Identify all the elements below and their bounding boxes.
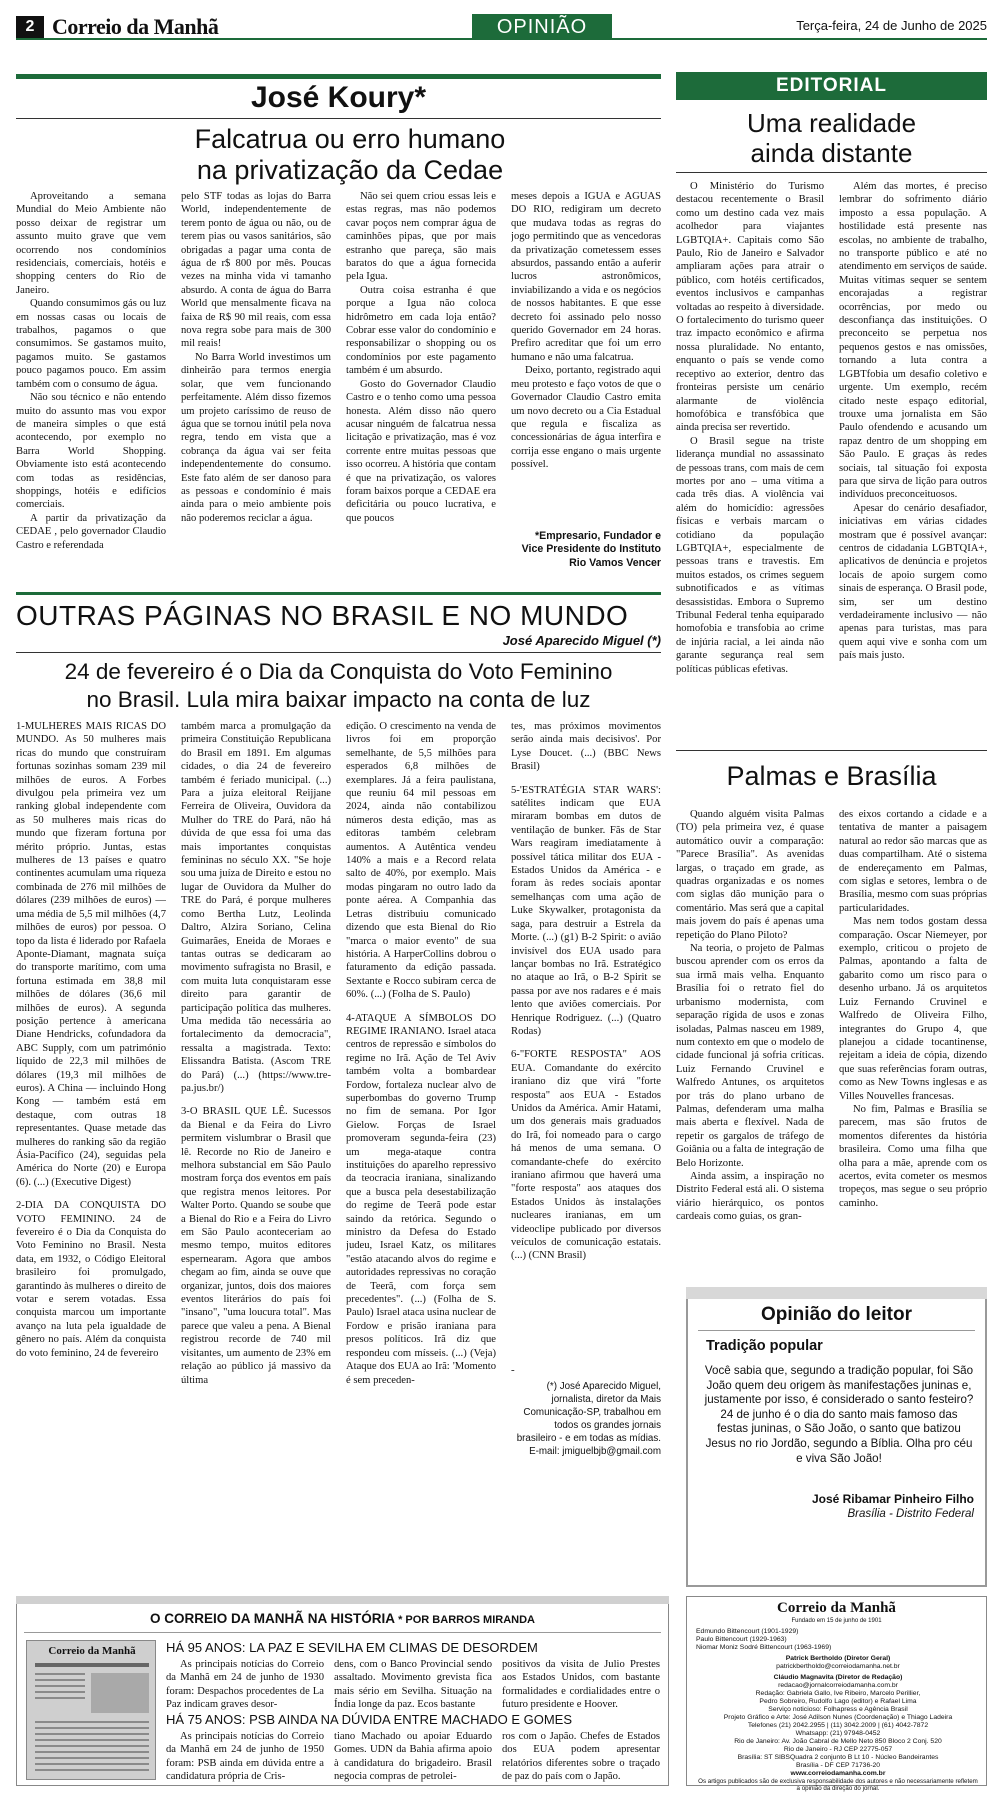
editorial-paragraph: O Brasil segue na triste liderança mundial no assassinato de pessoas trans, com mais de cem mortes por ano – uma vítima a cada três dias. A violência vai além do homicídio: agressões físicas e verbais marcam o cotidiano da população LGBTQIA+, especialmente de pessoas trans e travestis. Em muitos estados, os crimes seguem subnotificados e as vítimas desassistidas. Embora o Supremo Tribunal Federal tenha equiparado homofobia e transfobia ao crime de injúria racial, a lei ainda não garante segurança real sem políticas públicas efetivas. — [676, 435, 824, 675]
palmas-paragraph: Ainda assim, a inspiração no Distrito Federal está ali. O sistema viário hierárquico, os pontos cardeais como guias, os gran- — [676, 1170, 824, 1223]
historia-text: positivos da visita de Julio Prestes aos Estados Unidos, com bastante formalidades e cordialidades entre o futuro presidente e Hoover. — [502, 1659, 660, 1710]
palmas-headline: Palmas e Brasília — [726, 761, 937, 791]
historia-title-main: O CORREIO DA MANHÃ NA HISTÓRIA — [150, 1611, 396, 1626]
palmas-top-rule — [676, 750, 987, 751]
historic-image-text-line — [35, 1769, 149, 1771]
expediente-disclaimer — [696, 1778, 980, 1792]
outras-item: tes, mas próximos movimentos serão ainda mais decisivos'. Por Lyse Doucet. (...) (BBC News Brasil) — [511, 721, 661, 773]
expediente-director: Patrick Bertholdo (Diretor Geral) — [785, 1655, 891, 1662]
historia-divider — [24, 1632, 661, 1633]
koury-top-rule — [16, 74, 661, 79]
expediente-editor-email[interactable]: redacao@jornalcorreiodamanha.com.br — [778, 1682, 898, 1689]
outras-item: 4-ATAQUE A SÍMBOLOS DO REGIME IRANIANO. Israel ataca centros de repressão e símbolos do regime no Irã. Ação de Tel Aviv também volta a bombardear Fordow, fortaleza nuclear alvo de superbombas do governo Trump no fim de semana. Por Igor Gielow. Forças de Israel promoveram segunda-feira (23) um mega-ataque contra instituições do aparelho repressivo da teocracia iraniana, sinalizando que a busca pela desestabilização do regime de Teerã pode estar saindo da retórica. Segundo o ministro da Defesa do Estado judeu, Israel Katz, os militares "estão atacando alvos do regime e autoridades repressivas no coração de Teerã, com força sem precedentes". (...) (Folha de S. Paulo) Israel ataca usina nuclear de Fordow e prisão iraniana para presos políticos. Irã diz que respondeu com mísseis. (...) (Veja) Ataque dos EUA ao Irã: 'Momento é sem preceden- — [346, 1012, 496, 1386]
historic-image-text-line — [35, 1679, 85, 1681]
palmas-paragraph: Na teoria, o projeto de Palmas buscou aprender com os erros da sua irmã mais velha. Enquanto Brasília foi o retrato fiel do urbanismo modernista, com separação rígida de usos e zonas isoladas, Palmas nasceu em 1989, num contexto em que o modelo de cidade funcional já sofria críticas. Luiz Fernando Cruvinel e Walfredo Antunes, os arquitetos por trás do plano urbano de Palmas, defenderam uma malha mais aberta e flexível. Nada de repetir os gargalos de tráfego de Goiânia ou a falta de integração de Belo Horizonte. — [676, 943, 824, 1169]
expediente-line: Whatsapp: (21) 97948-0452 — [795, 1730, 881, 1737]
outras-item: 3-O BRASIL QUE LÊ. Sucessos da Bienal e da Feira do Livro permitem vislumbrar o Brasil que lê. Recorde no Rio de Janeiro e melhora substancial em São Paulo mostram força dos eventos em país que registra menos leitores. Por Walter Porto. Quando se soube que a Bienal do Rio e a Feira do Livro em São Paulo aconteceriam ao mesmo tempo, muitos editores espernearam. Agora que ambos chegam ao fim, ainda se ouve que organizar, juntos, dois dos maiores eventos literários do país foi "insano", "uma loucura total". Mas parece que valeu a pena. A Bienal registrou recorde de 740 mil visitantes, um aumento de 23% em relação ao público já massivo da última — [181, 1106, 331, 1386]
outras-column-1 — [16, 720, 166, 1590]
page-header — [16, 14, 987, 40]
expediente-line: Brasília: ST SIBSQuadra 2 conjunto B Lt 10 - Núcleo Bandeirantes — [737, 1754, 939, 1761]
koury-headline — [70, 124, 630, 186]
koury-headline-line-2: na privatização da Cedae — [196, 155, 504, 185]
koury-paragraph: pelo STF todas as lojas do Barra World, independentemente de terem ponto de água ou não, ou de terem pias ou vasos sanitários, são obrigadas a pagar uma conta de água de r$ 800 por mês. Poucas vezes na minha vida vi tamanho absurdo. A conta de água do Barra World que mensalmente ficava na faixa de R$ 90 mil reais, com essa nova regra sobe para mais de 300 mil reais! — [181, 191, 331, 350]
palmas-column-1 — [676, 808, 824, 1278]
outras-author-note: (*) José Aparecido Miguel, jornalista, diretor da Mais Comunicação-SP, trabalhou em todos os grandes jornais brasileiro - e em todas as mídias. E-mail: jmiguelbjb@gmail.com — [516, 1381, 661, 1457]
koury-signature: *Empresario, Fundador e Vice Presidente do Instituto Rio Vamos Vencer — [521, 530, 661, 569]
koury-paragraph: Não sei quem criou essas leis e estas regras, mas não podemos cavar poços nem comprar água de caminhões pipas, que por mais estranho que pareça, são mais baratos do que a água fornecida pela Igua. — [346, 191, 496, 283]
outras-item: também marca a promulgação da primeira Constituição Republicana do Brasil em 1891. Em algumas cidades, o dia 24 de fevereiro também é feriado municipal. (...) Para a juíza eleitoral Reijjane Ferreira de Oliveira, Ouvidora da Mulher do TRE do Pará, não há dúvida de que essa foi uma das mais importantes conquistas femininas no século XX. "Se hoje sou uma juíza de Direito e estou no lugar de Ouvidora da Mulher do TRE do Pará, é porque mulheres como Bertha Lutz, Leolinda Daltro, Alzira Soriano, Celina Guimarães, Eneida de Moraes e tantas outras se dedicaram ao movimento sufragista no Brasil, e com muita luta conquistaram esse direito para garantir de participação política das mulheres. Uma medida tão necessária ao fortalecimento da democracia", ressalta a magistrada. Texto: Elissandra Batista. (Ascom TRE do Pará) (...) (https://www.tre-pa.jus.br/) — [181, 721, 331, 1094]
koury-paragraph: Aproveitando a semana Mundial do Meio Ambiente não posso deixar de registrar um assunto muito grave que vem ocorrendo nos condomínios residenciais, comerciais, hotéis e shopping centers do Rio de Janeiro. — [16, 191, 166, 296]
koury-column-3 — [346, 190, 496, 580]
historic-image-text-line — [35, 1757, 149, 1759]
historic-image-text-line — [35, 1733, 149, 1735]
koury-paragraph: Outra coisa estranha é que porque a Igua não coloca hidrômetro em cada loja então? Cobrar esse valor do condomínio e responsabilizar o shopping ou os condomínios por este pagamento também é um absurdo. — [346, 284, 496, 377]
expediente-founder: Paulo Bittencourt (1929-1963) — [696, 1636, 787, 1643]
leitor-subtitle: Tradição popular — [706, 1338, 823, 1354]
expediente-website-link[interactable]: www.correiodamanha.com.br — [790, 1770, 886, 1777]
editorial-column-1 — [676, 180, 824, 740]
leitor-signature-place: Brasília - Distrito Federal — [847, 1508, 974, 1520]
koury-paragraph: Gosto do Governador Claudio Castro e o tenho como uma pessoa honesta. Além disso não quero acusar ninguém de falcatrua nessa licitação e privatização, mas é voz corrente entre muitas pessoas que isso ocorreu. A história que contam é que na privatização, os valores foram baixos porque a CEDAE era deficitária ou pouco lucrativa, e que poucos — [346, 378, 496, 524]
expediente-disclaimer-line: e não necessariamente refletem a opinião da direção do jornal. — [796, 1778, 978, 1792]
outras-item: 2-DIA DA CONQUISTA DO VOTO FEMININO. 24 de fevereiro é o Dia da Conquista do Voto Feminino no Brasil. Nesta data, em 1932, o Código Eleitoral brasileiro foi promulgado, garantindo às mulheres o direito de votar e serem votadas. Essa conquista marcou um importante avanço na luta pela igualdade de gênero no país. Além da conquista do voto feminino, 24 de fevereiro — [16, 1200, 166, 1359]
outras-headline — [16, 658, 661, 714]
koury-column-4 — [511, 190, 661, 520]
historia-box-shade — [16, 1596, 669, 1604]
outras-section-title: OUTRAS PÁGINAS NO BRASIL E NO MUNDO — [16, 600, 629, 631]
expediente-editor: Cláudio Magnavita (Diretor de Redação) — [773, 1674, 903, 1681]
historia-item-2-col-1 — [166, 1730, 324, 1782]
koury-author: José Koury* — [250, 81, 427, 114]
masthead-logo: Correio da Manhã — [52, 14, 219, 39]
palmas-column-2 — [839, 808, 987, 1278]
editorial-headline — [676, 108, 987, 168]
expediente-line: Rio de Janeiro: Av. João Cabral de Mello Neto 850 Bloco 2 Conj. 520 — [734, 1738, 942, 1745]
outras-top-rule — [16, 592, 661, 595]
expediente-director-email[interactable]: patrickbertholdo@correiodamanha.net.br — [776, 1663, 900, 1670]
historic-image-photo — [91, 1673, 149, 1713]
koury-paragraph: Não sou técnico e não entendo muito do assunto mas vou expor de maneira simples o que está acontecendo, por exemplo no Barra World Shopping. Obviamente isto está acontecendo com todas as residências, shoppings, hotéis e edifícios comerciais. — [16, 392, 166, 511]
outras-column-2 — [181, 720, 331, 1590]
palmas-paragraph: Mas nem todos gostam dessa comparação. Oscar Niemeyer, por exemplo, criticou o projeto de Palmas, apontando a falta de gabarito como um risco para o desenho urbano. Já os arquitetos Luiz Fernando Cruvinel e Walfredo de Oliveira Filho, integrantes do Grupo 4, que planejou a cidade tocantinense, rejeitam a ideia de cópia, dizendo que suas referências foram outras, como as New Towns inglesas e as Villes Nouvelles francesas. — [839, 916, 987, 1102]
koury-paragraph: No Barra World investimos um dinheirão para termos energia solar, que vem funcionando perfeitamente. Além disso fizemos um projeto caríssimo de reuso de água que se tornou inútil pela nova regra, tendo em vista que a cobrança da água vai ser feita independentemente do consumo. Este fato além de ser danoso para as pessoas e condomínio é mais ainda para o meio ambiente pois não poderemos reciclar a água. — [181, 351, 331, 524]
historic-image-text-line — [35, 1763, 149, 1765]
outras-item: edição. O crescimento na venda de livros foi em proporção semelhante, de 5,5 milhões para esperados 6,8 milhões de exemplares. Já a feira paulistana, que reuniu 64 mil pessoas em 2024, ainda não contabilizou números desta edição, mas as editoras também celebram aumentos. A Autêntica vendeu 140% a mais e a Record relata salto de 40%, por exemplo. Mais modas pingaram no outro lado da ponte aérea. A Companhia das Letras distribuiu comunicado dizendo que esta Bienal do Rio "marca o maior evento" de sua história. A HarperCollins dobrou o faturamento da edição passada. Sextante e Rocco subiram cerca de 60%. (...) (Folha de S. Paulo) — [346, 721, 496, 1001]
editorial-paragraph: Além das mortes, é preciso lembrar do sofrimento diário imposto a essa população. A hostilidade está presente nas escolas, no ambiente de trabalho, no transporte público e até no atendimento em serviços de saúde. Muitas vítimas sequer se sentem encorajadas a registrar ocorrências, por medo ou desconfiança das instituições. O preconceito se perpetua nos pequenos gestos e nas omissões, tornando a luta contra a LGBTfobia um desafio coletivo e urgente. Um exemplo, recém citado neste espaço editorial, trouxe uma jornalista em São Paulo ofendendo e acusando um rapaz dentro de um shopping em São Paulo. E graças às redes sociais, tal situação foi exposta para que sirva de lição para outros indivíduos preconceituosos. — [839, 181, 987, 501]
koury-column-1 — [16, 190, 166, 580]
page-number: 2 — [16, 16, 44, 38]
leitor-divider — [698, 1330, 975, 1331]
outras-author: José Aparecido Miguel (*) — [502, 633, 661, 648]
editorial-tag: EDITORIAL — [676, 72, 987, 100]
expediente-founder: Edmundo Bittencourt (1901-1929) — [696, 1628, 799, 1635]
historia-text: tiano Machado ou apoiar Eduardo Gomes. UDN da Bahia afirma apoio à candidatura do brigadeiro. Brasil negocia compras de petrolei- — [334, 1731, 492, 1782]
outras-column-4 — [511, 720, 661, 1360]
historic-image-text-line — [35, 1697, 85, 1699]
historic-image-text-line — [35, 1691, 85, 1693]
outras-headline-line-1: 24 de fevereiro é o Dia da Conquista do Voto Feminino — [64, 659, 613, 684]
editorial-headline-line-2: ainda distante — [750, 138, 913, 168]
outras-dash: - — [511, 1364, 515, 1376]
historic-image-text-line — [35, 1685, 85, 1687]
historic-image-text-line — [35, 1727, 149, 1729]
koury-paragraph: A partir da privatização da CEDAE , pelo governador Claudio Castro e referendada — [16, 512, 166, 551]
expediente-masthead: Correio da Manhã — [777, 1600, 896, 1616]
historia-title — [16, 1611, 669, 1628]
historic-image-text-line — [35, 1745, 149, 1747]
historia-title-byline: * POR BARROS MIRANDA — [395, 1614, 535, 1626]
expediente-founded: Fundado em 15 de junho de 1901 — [791, 1618, 882, 1624]
historic-image-masthead: Correio da Manhã — [48, 1645, 136, 1657]
leitor-text: Você sabia que, segundo a tradição popular, foi São João quem deu origem às manifestações juninas e, justamente por isso, é considerado o santo festeiro? 24 de junho é o dia do santo mais famoso das festas juninas, o São João, o santo que batizou Jesus no rio Jordão, segundo a Bíblia. Olha pro céu e viva São João! — [704, 1364, 974, 1465]
historia-item-1-col-2 — [334, 1658, 492, 1710]
historic-image-headline-bar — [35, 1663, 149, 1667]
page-date: Terça-feira, 24 de Junho de 2025 — [796, 18, 987, 33]
editorial-column-2 — [839, 180, 987, 740]
leitor-signature: José Ribamar Pinheiro Filho — [811, 1492, 974, 1506]
editorial-divider — [676, 172, 987, 173]
historic-image-text-line — [35, 1751, 149, 1753]
expediente-line: Serviço noticioso: Folhapress e Agência Brasil — [768, 1706, 908, 1713]
historia-text: dens, com o Banco Provincial sendo assaltado. Movimento grevista fica mais sério em Sevilha. Situação na Índia longe da paz. Ecos bastante — [334, 1659, 492, 1710]
koury-column-2 — [181, 190, 331, 580]
expediente-disclaimer-line: Os artigos publicados são de exclusiva responsabilidade dos autores — [698, 1778, 888, 1785]
expediente-line: Rio de Janeiro - RJ CEP 22775-057 — [783, 1746, 893, 1753]
editorial-headline-line-1: Uma realidade — [746, 108, 917, 138]
palmas-paragraph: Quando alguém visita Palmas (TO) pela primeira vez, é quase automático ouvir a comparação: "Parece Brasília". As avenidas largas, o traçado em grade, as quadras organizadas e os nomes com siglas dão munição para o comentário. Mas será que a capital mais jovem do país é apenas uma repetição do Plano Piloto? — [676, 809, 824, 941]
historia-text: As principais notícias do Correio da Manhã em 24 de junho de 1930 foram: Despachos procedentes de La Paz indicam graves desor- — [166, 1659, 324, 1710]
outras-item: 6-"FORTE RESPOSTA" AOS EUA. Comandante do exército iraniano diz que virá "forte resposta" aos EUA - Estados Unidos da América. Amir Hatami, um dos generais mais graduados do Irã, foi nomeado para o cargo há menos de uma semana. O comandante-chefe do exército iraniano afirmou que haverá uma "forte resposta" aos ataques dos Estados Unidos às instalações nucleares iranianas, em um videoclipe publicado por diversos veículos de comunicação estatais. (...) (CNN Brasil) — [511, 1049, 661, 1262]
historic-image-text-line — [35, 1673, 85, 1675]
historia-item-2-col-2 — [334, 1730, 492, 1782]
koury-paragraph: Quando consumimos gás ou luz em nossas casas ou locais de trabalhos, pagamos o que consumimos. Se gastamos muito, pagamos muito. Se gastamos pouco pagamos pouco. Em assim também com o consumo de água. — [16, 298, 166, 390]
historia-item-1-headline: HÁ 95 ANOS: LA PAZ E SEVILHA EM CLIMAS DE DESORDEM — [166, 1640, 538, 1655]
expediente-line: Brasília - DF CEP 71736-20 — [795, 1762, 881, 1769]
historic-front-page-image — [26, 1640, 156, 1780]
editorial-paragraph: Apesar do cenário desafiador, iniciativas em várias cidades mostram que é possível avançar: centros de cidadania LGBTQIA+, aplicativos de denúncia e projetos locais de apoio surgem como sinais de esperança. O Brasil pode, sim, ser um destino verdadeiramente inclusivo — não apenas para turistas, mas para quem aqui vive e sonha com um país mais justo. — [839, 502, 987, 662]
outras-divider — [16, 652, 661, 653]
expediente-line: Pedro Sobreiro, Rudolfo Lago (editor) e Rafael Lima — [759, 1698, 917, 1705]
expediente-line: Projeto Gráfico e Arte: José Adilson Nunes (Coordenação) e Thiago Ladeira — [723, 1714, 953, 1721]
leitor-box-shade — [686, 1287, 987, 1299]
outras-column-3 — [346, 720, 496, 1590]
historia-text: As principais notícias do Correio da Manhã em 24 de junho de 1950 foram: PSB ainda em dúvida entre a candidatura própria de Cris- — [166, 1731, 324, 1782]
palmas-paragraph: No fim, Palmas e Brasília se parecem, mas são frutos de momentos diferentes da história brasileira. Como uma filha que olha para a mãe, aprende com os acertos, evita cometer os mesmos tropeços, mas segue o seu próprio caminho. — [839, 1103, 987, 1209]
koury-divider — [16, 118, 661, 119]
outras-item: 5-'ESTRATÉGIA STAR WARS': satélites indicam que EUA miraram bombas em dutos de ventilação de bunker. Fãs de Star Wars reagiram imediatamente à possível tática militar dos EUA - Estados Unidos da América - e foram às redes sociais apontar semelhanças com uma ação de Luke Skywalker, protagonista da saga, para destruir a Estrela da Morte. (...) (g1) B-2 Spirit: o avião invisível dos EUA usado para lançar bombas no Irã. Estratégico no ataque ao Irã, o B-2 Spirit se passa por ave nos radares e é mais lento que aviões comerciais. Por Henrique Rodriguez. (...) (Quatro Rodas) — [511, 784, 661, 1037]
leitor-title: Opinião do leitor — [761, 1304, 912, 1325]
historia-text: ros com o Japão. Chefes de Estados dos EUA podem apresentar relatórios diferentes sobre o traçado de paz do país com o Japão. — [502, 1731, 660, 1782]
historia-item-1-col-3 — [502, 1658, 660, 1710]
outras-item: 1-MULHERES MAIS RICAS DO MUNDO. As 50 mulheres mais ricas do mundo que construíram fortunas sozinhas somam 239 mil milhões de euros. A Forbes divulgou pela primeira vez um ranking global independente com as 50 mulheres mais ricas do mundo que fizeram fortuna por mérito próprio. Juntas, estas mulheres de 13 países e quatro continentes acumulam uma riqueza combinada de 276 mil milhões de dólares (239 milhões de euros) — uma média de 5,5 mil milhões (4,7 milhões de euros) por pessoa. O topo da lista é liderado por Rafaela Aponte-Diamant, magnata suíça do transporte marítimo, com uma fortuna estimada em 38,8 mil milhões de dólares (36,6 mil milhões de euros). A segunda posição pertence à americana Diane Hendricks, cofundadora da ABC Supply, com um património líquido de 22,3 mil milhões de dólares (19,3 mil milhões de euros). A China — incluindo Hong Kong — também está em destaque, com outras 18 representantes. Quase metade das mulheres do ranking são da região Ásia-Pacífico (24), seguidas pela América do Norte (20) e Europa (6). (...) (Executive Digest) — [16, 721, 166, 1188]
historic-image-text-line — [35, 1739, 149, 1741]
expediente-line: Telefones (21) 2042.2955 | (11) 3042.2009 | (61) 4042-7872 — [747, 1722, 929, 1729]
historic-image-text-line — [35, 1721, 149, 1723]
koury-paragraph: meses depois a IGUA e AGUAS DO RIO, redigiram um decreto que mudava todas as regras do jogo permitindo que as vencedoras da privatização cometessem esses absurdos, passando então a auferir lucros astronômicos, inviabilizando a vida e os negócios de nossos habitantes. E que esse decreto foi assinado pelo nosso querido Governador em 24 horas. Prefiro acreditar que foi um erro humano e não uma falcatrua. — [511, 191, 661, 363]
expediente-founder: Niomar Moniz Sodré Bittencourt (1963-1969) — [696, 1644, 832, 1651]
koury-paragraph: Deixo, portanto, registrado aqui meu protesto e faço votos de que o Governador Claudio Castro emita um novo decreto ou a Cia Estadual que regula e fiscaliza as concessionárias de água interfira e corrija esse engano o mais urgente possível. — [511, 365, 661, 471]
historia-item-1-col-1 — [166, 1658, 324, 1710]
koury-headline-line-1: Falcatrua ou erro humano — [194, 124, 506, 154]
historia-item-2-col-3 — [502, 1730, 660, 1782]
expediente-line: Redação: Gabriela Gallo, Ive Ribeiro, Marcelo Perillier, — [755, 1690, 921, 1697]
historia-item-2-headline: HÁ 75 ANOS: PSB AINDA NA DÚVIDA ENTRE MACHADO E GOMES — [166, 1712, 572, 1727]
editorial-paragraph: O Ministério do Turismo destacou recentemente o Brasil como um destino cada vez mais acolhedor para viajantes LGBTQIA+. Capitais como São Paulo, Rio de Janeiro e Salvador ampliaram ações para atrair o público, com hotéis certificados, eventos inclusivos e campanhas voltadas ao respeito à diversidade. O fortalecimento do turismo queer traz impacto econômico e afirma nossa pluralidade. No entanto, enquanto o país se vende como receptivo ao exterior, dentro das fronteiras persiste um cenário alarmante de violência homofóbica e transfóbica que ainda precisa ser revertido. — [676, 181, 824, 434]
outras-headline-line-2: no Brasil. Lula mira baixar impacto na conta de luz — [86, 687, 591, 712]
palmas-paragraph: des eixos cortando a cidade e a tentativa de manter a paisagem natural ao redor são marcas que as duas compartilham. Até o sistema de endereçamento em Palmas, com siglas e setores, lembra o de Brasília, mesmo com suas próprias particularidades. — [839, 809, 987, 914]
section-label: OPINIÃO — [472, 14, 612, 40]
